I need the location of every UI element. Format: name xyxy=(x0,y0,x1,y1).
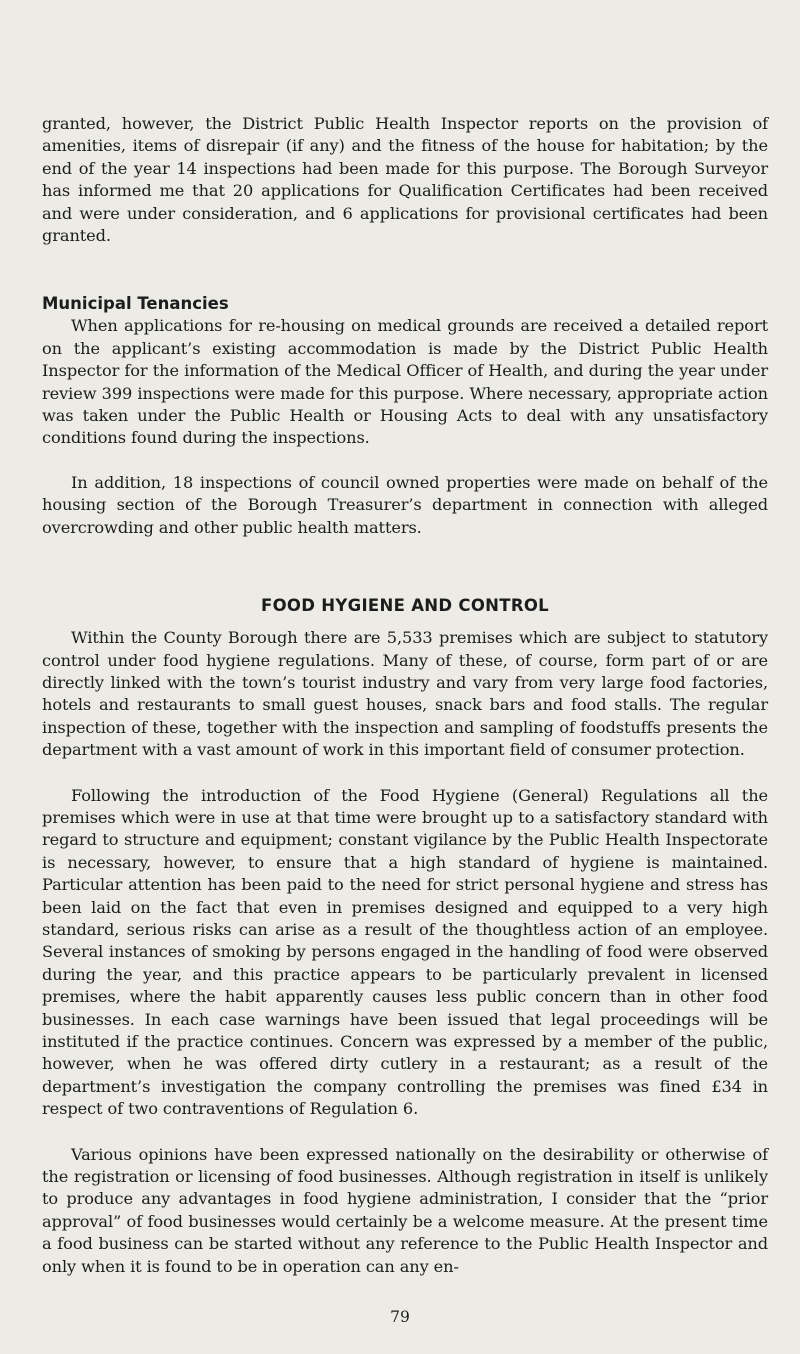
heading-municipal-tenancies: Municipal Tenancies xyxy=(42,294,229,314)
paragraph-premises: Within the County Borough there are 5,533 premises which are subject to statutory control under food hygiene regulations. Many of these, of course, form part of or are directly linked with the town’s tourist industry and vary from very large food factories, hotels and restaurants to small guest houses, snack bars and food stalls. The regular inspection of these, together with the inspection and sampling of foodstuffs presents the department with a vast amount of work in this important field of consumer protection. xyxy=(42,628,768,760)
paragraph-registration: Various opinions have been expressed nationally on the desirability or otherwise of the registration or licensing of food businesses. Although registration in itself is unlikely to produce any advantages in food hygiene administration, I consider that the “prior approval” of food businesses would certainly be a welcome measure. At the present time a food business can be started without any reference to the Public Health Inspector and only when it is found to be in operation can any en- xyxy=(42,1144,768,1276)
document-body xyxy=(42,113,768,1278)
paragraph-rehousing: When applications for re-housing on medical grounds are received a detailed report on the applicant’s existing accommodation is made by the District Public Health Inspector for the information of the Medical Officer of Health, and during the year under review 399 inspections were made for this purpose. Where necessary, appropriate action was taken under the Public Health or Housing Acts to deal with any unsatisfactory conditions found during the inspections. xyxy=(42,316,768,448)
page-number: 79 xyxy=(390,1308,410,1326)
paragraph-regulations: Following the introduction of the Food Hygiene (General) Regulations all the premises which were in use at that time were brought up to a satisfactory standard with regard to structure and equipment; constant vigilance by the Public Health Inspectorate is necessary, however, to ensure that a high standard of hygiene is maintained. Particular attention has been paid to the need for strict personal hygiene and stress has been laid on the fact that even in premises designed and equipped to a very high standard, serious risks can arise as a result of the thoughtless action of an employee. Several instances of smoking by persons engaged in the handling of food were observed during the year, and this practice appears to be particularly prevalent in licensed premises, where the habit apparently causes less public concern than in other food businesses. In each case warnings have been issued that legal proceedings will be instituted if the practice continues. Concern was expressed by a member of the public, however, when he was offered dirty cutlery in a restaurant; as a result of the department’s investigation the company controlling the premises was fined £34 in respect of two contraventions of Regulation 6. xyxy=(42,785,768,1119)
paragraph-amenities: granted, however, the District Public Health Inspector reports on the provision of amenities, items of disrepair (if any) and the fitness of the house for habitation; by the end of the year 14 inspections had been made for this purpose. The Borough Surveyor has informed me that 20 applications for Qualification Certificates had been received and were under consideration, and 6 applications for provisional certificates had been granted. xyxy=(42,114,768,246)
heading-food-hygiene: FOOD HYGIENE AND CONTROL xyxy=(261,596,549,616)
paragraph-council-properties: In addition, 18 inspections of council owned properties were made on behalf of the housing section of the Borough Treasurer’s department in connection with alleged overcrowding and other public health matters. xyxy=(42,472,768,537)
